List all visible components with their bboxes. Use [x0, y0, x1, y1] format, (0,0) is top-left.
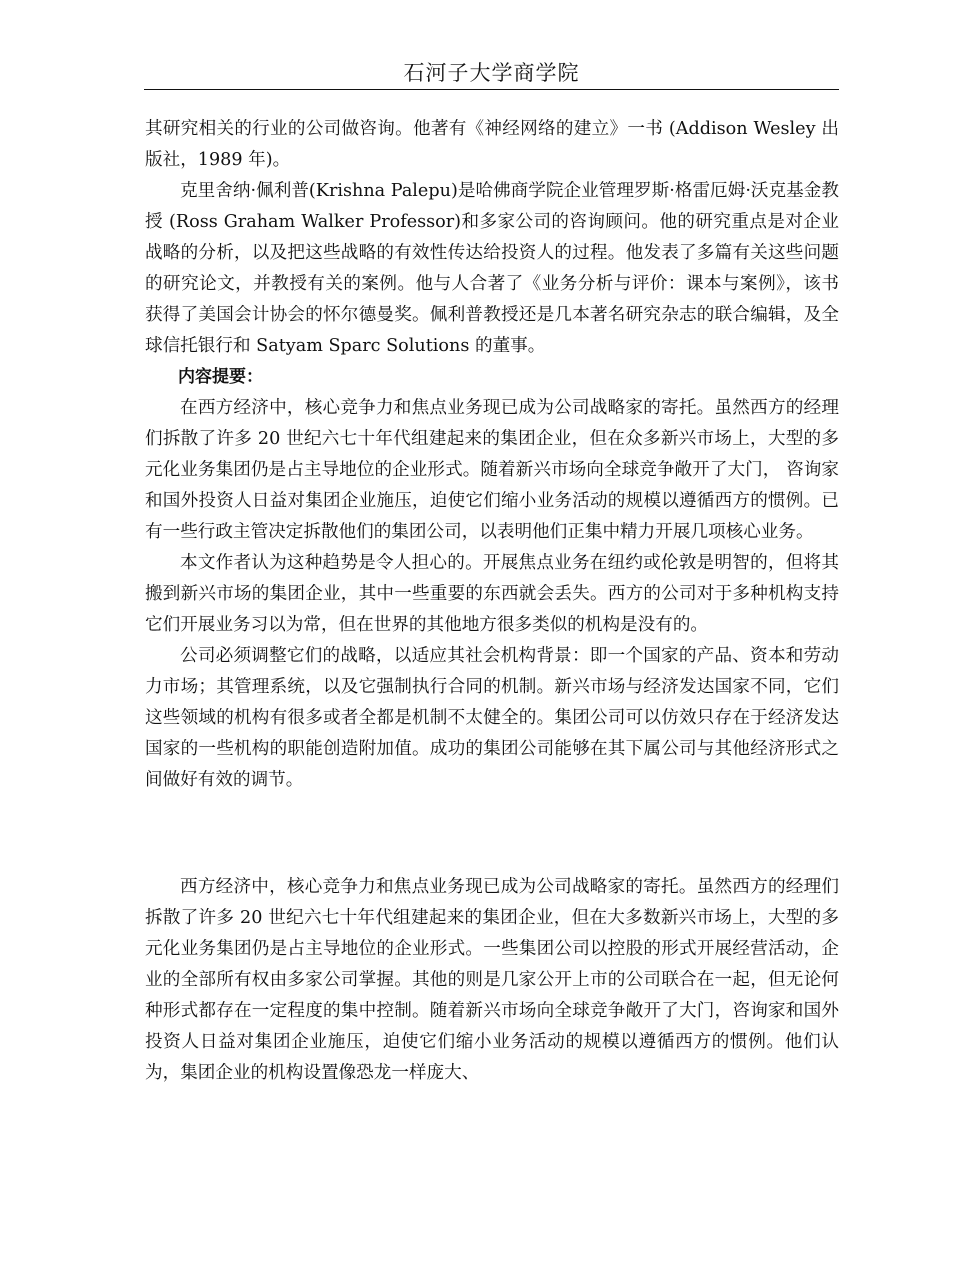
document-body	[145, 114, 839, 1089]
body-paragraph: 西方经济中，核心竞争力和焦点业务现已成为公司战略家的寄托。虽然西方的经理们拆散了许多 20 世纪六七十年代组建起来的集团企业，但在大多数新兴市场上，大型的多元化业务集团仍是占主导地位的企业形式。一些集团公司以控股的形式开展经营活动，企业的全部所有权由多家公司掌握。其他的则是几家公开上市的公司联合在一起，但无论何种形式都存在一定程度的集中控制。随着新兴市场向全球竞争敞开了大门，咨询家和国外投资人日益对集团企业施压，迫使它们缩小业务活动的规模以遵循西方的惯例。他们认为，集团企业的机构设置像恐龙一样庞大、	[145, 877, 839, 1083]
summary-paragraph: 在西方经济中，核心竞争力和焦点业务现已成为公司战略家的寄托。虽然西方的经理们拆散了许多 20 世纪六七十年代组建起来的集团企业，但在众多新兴市场上，大型的多元化业务集团仍是占主导地位的企业形式。随着新兴市场向全球竞争敞开了大门， 咨询家和国外投资人日益对集团企业施压，迫使它们缩小业务活动的规模以遵循西方的惯例。已有一些行政主管决定拆散他们的集团公司，以表明他们正集中精力开展几项核心业务。	[145, 398, 839, 542]
paragraph-author-bio-continued: 其研究相关的行业的公司做咨询。他著有《神经网络的建立》一书 (Addison Wesley 出版社，1989 年)。	[145, 119, 839, 170]
page-header-title: 石河子大学商学院	[403, 61, 580, 85]
summary-paragraph: 本文作者认为这种趋势是令人担心的。开展焦点业务在纽约或伦敦是明智的，但将其搬到新兴市场的集团企业，其中一些重要的东西就会丢失。西方的公司对于多种机构支持它们开展业务习以为常，但在世界的其他地方很多类似的机构是没有的。	[145, 553, 839, 635]
summary-paragraph: 公司必须调整它们的战略，以适应其社会机构背景：即一个国家的产品、资本和劳动力市场；其管理系统，以及它强制执行合同的机制。新兴市场与经济发达国家不同，它们这些领域的机构有很多或者全都是机制不太健全的。集团公司可以仿效只存在于经济发达国家的一些机构的职能创造附加值。成功的集团公司能够在其下属公司与其他经济形式之间做好有效的调节。	[145, 646, 839, 790]
header-divider	[144, 89, 839, 90]
paragraph-author-bio-palepu: 克里舍纳·佩利普(Krishna Palepu)是哈佛商学院企业管理罗斯·格雷厄姆·沃克基金教授 (Ross Graham Walker Professor)和多家公司的咨询顾问。他的研究重点是对企业战略的分析，以及把这些战略的有效性传达给投资人的过程。他发表了多篇有关这些问题的研究论文，并教授有关的案例。他与人合著了《业务分析与评价：课本与案例》，该书获得了美国会计协会的怀尔德曼奖。佩利普教授还是几本著名研究杂志的联合编辑，及全球信托银行和 Satyam Sparc Solutions 的董事。	[145, 181, 839, 356]
summary-heading: 内容提要：	[178, 367, 263, 387]
section-gap	[145, 796, 839, 872]
